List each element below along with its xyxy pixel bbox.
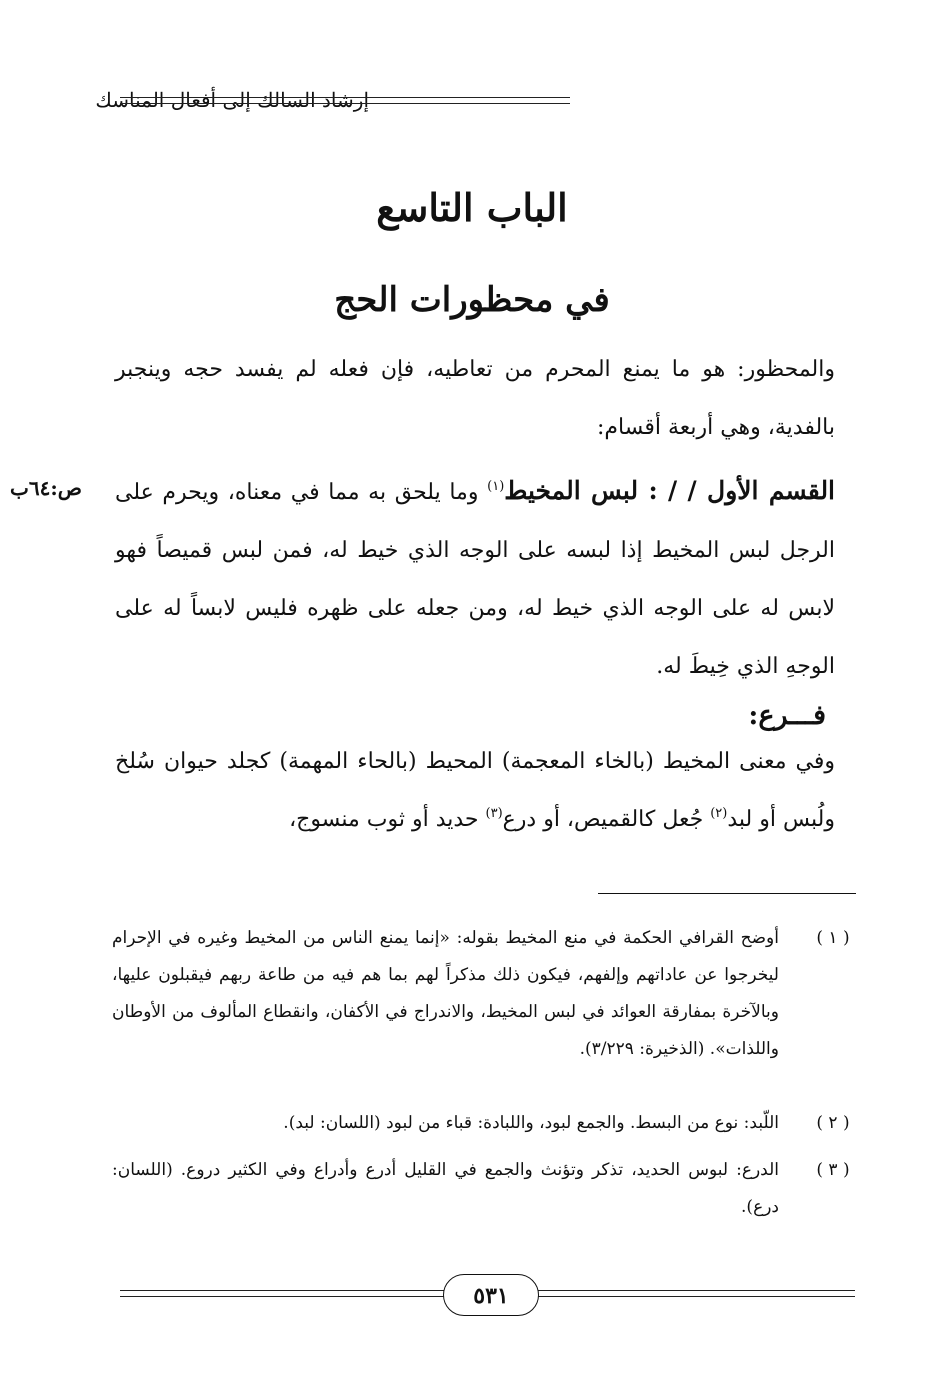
footer-rule-right <box>537 1290 855 1291</box>
footnote-ref-3: (٣) <box>485 806 503 821</box>
branch-heading: فـــرع: <box>748 700 826 731</box>
header-rule <box>120 103 570 104</box>
footnote-2 <box>112 1105 857 1142</box>
section-1-paragraph <box>115 462 835 696</box>
branch-text-part-2: جُعل كالقميص، أو درع <box>502 807 711 832</box>
footnote-number: ( ٢ ) <box>816 1113 850 1133</box>
footer-rule-left <box>120 1290 445 1291</box>
section-1-lead: القسم الأول / / : لبس المخيط <box>504 476 836 505</box>
page-number: ٥٣١ <box>443 1274 539 1316</box>
section-1-body: وما يلحق به مما في معناه، ويحرم على الرجل لبس المخيط إذا لبسه على الوجه الذي خيط له، فمن لبس قميصاً فهو لابس له على الوجه الذي خيط له، ومن جعله على ظهره فليس لابساً له على الوجهِ الذي خِيطَ له. <box>115 480 835 679</box>
header-rule <box>120 97 570 98</box>
branch-text-part-1: وفي معنى المخيط (بالخاء المعجمة) المحيط (بالحاء المهمة) كجلد حيوان سُلخ ولُبس أو لبد <box>115 749 835 832</box>
branch-text-part-3: حديد أو ثوب منسوج، <box>289 807 486 832</box>
branch-paragraph <box>115 733 835 849</box>
chapter-subtitle: في محظورات الحج <box>334 280 610 320</box>
footnote-text: اللّبد: نوع من البسط. والجمع لبود، واللبادة: قباء من لبود (اللسان: لبد). <box>283 1113 779 1133</box>
margin-page-reference: ص:٦٤ب <box>10 476 82 500</box>
footer-rule-right <box>537 1296 855 1297</box>
footnote-number: ( ٣ ) <box>816 1160 850 1180</box>
footnote-text: أوضح القرافي الحكمة في منع المخيط بقوله: «إنما يمنع الناس من المخيط وغيره في الإحرام ليخرجوا عن عاداتهم وإلفهم، فيكون ذلك مذكراً لهم بما هم فيه من طاعة ربهم فيقبلون عليها، وبالآخرة بمفارقة العوائد في لبس المخيط، والاندراج في الأكفان، وانقطاع المألوف من الأوطان واللذات». (الذخيرة: ٣/٢٢٩). <box>112 928 779 1059</box>
chapter-title: الباب التاسع <box>376 185 568 230</box>
footnote-text: الدرع: لبوس الحديد، تذكر وتؤنث والجمع في القليل أدرع وأدراع وفي الكثير دروع. (اللسان: درع). <box>112 1160 779 1217</box>
footer-rule-left <box>120 1296 445 1297</box>
footnote-ref-1: (١) <box>487 479 505 494</box>
intro-paragraph: والمحظور: هو ما يمنع المحرم من تعاطيه، فإن فعله لم يفسد حجه وينجبر بالفدية، وهي أربعة أقسام: <box>115 357 835 440</box>
footnote-3 <box>112 1152 857 1226</box>
footnote-number: ( ١ ) <box>816 928 850 948</box>
running-header-title: إرشاد السالك إلى أفعال المناسك <box>95 88 369 112</box>
footnote-separator <box>598 893 856 894</box>
footnote-1 <box>112 920 857 1068</box>
footnote-ref-2: (٢) <box>710 806 728 821</box>
